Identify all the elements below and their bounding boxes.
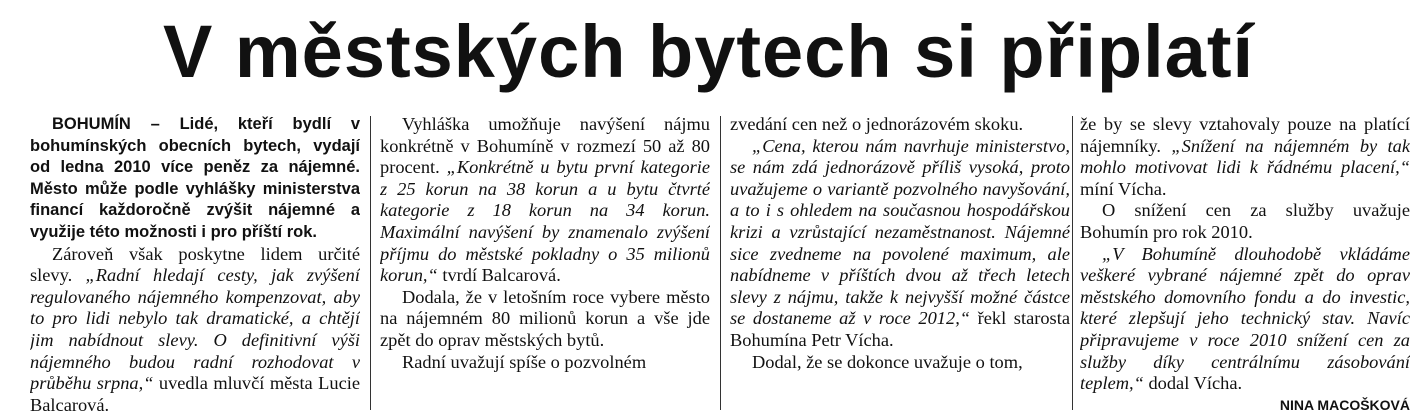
article-headline: V městských bytech si připlatí: [162, 10, 1255, 93]
paragraph: [730, 136, 1070, 352]
paragraph: Radní uvažují spíše o pozvolném: [402, 351, 647, 372]
column-divider: [370, 116, 371, 410]
quote: „Snížení na nájemném by tak mohlo motivovat lidi k řádnému placení,“: [1080, 135, 1410, 178]
paragraph: Dodala, že v letošním roce vybere město na nájemném 80 milionů korun a vše jde zpět do oprav městských bytů.: [380, 286, 710, 350]
column-3: [730, 114, 1070, 416]
text: Vyhláška umožňuje navýšení nájmu konkrétně v Bohumíně v rozmezí 50 až 80 procent.: [380, 114, 710, 178]
column-4: [1080, 114, 1410, 416]
paragraph: [1080, 114, 1410, 200]
author-byline: NINA MACOŠKOVÁ: [1279, 396, 1410, 413]
quote: „Konkrétně u bytu první kategorie z 25 korun na 38 korun a u bytu čtvrté kategorie z 18 korun na 34 korun. Maximální navýšení by znamenalo zvýšení příjmu do městské pokladny o 35 milionů korun,“: [380, 157, 710, 286]
text: uvedla mluvčí města Lucie Balcarová.: [30, 373, 360, 415]
article-body: [0, 114, 1417, 416]
text: že by se slevy vztahovaly pouze na platící nájemníky.: [1080, 114, 1410, 156]
column-divider: [1072, 116, 1073, 410]
paragraph: [380, 114, 710, 287]
quote: „Cena, kterou nám navrhuje ministerstvo, se nám zdá jednorázově příliš vysoká, proto uvažujeme o variantě pozvolného navyšování, a to i s ohledem na současnou hospodářskou krizi a vzrůstající nezaměstnanost. Nájemné sice zvedneme na povolené maximum, ale nabídneme v příštích dvou až třech letech slevy z nájmu, takže k nejvyšší možné částce se dostaneme až v roce 2012,“: [730, 135, 1070, 329]
lead-paragraph: BOHUMÍN – Lidé, kteří bydlí v bohumínských obecních bytech, vydají od ledna 2010 více peněz za nájemné. Město může podle vyhlášky ministerstva financí každoročně zvýšit nájemné a využije této možnosti i pro příští rok.: [30, 115, 360, 241]
column-divider: [720, 116, 721, 410]
paragraph: [1080, 244, 1410, 395]
quote: „Radní hledají cesty, jak zvýšení regulovaného nájemného kompenzovat, aby to pro lidi nebylo tak dramatické, a chtějí jim nabídnout slevy. O definitivní výši nájemného budou radní rozhodovat v průběhu srpna,“: [30, 265, 360, 394]
paragraph: Dodal, že se dokonce uvažuje o tom,: [752, 351, 1023, 372]
column-1: [30, 114, 360, 416]
text: míní Vícha.: [1080, 178, 1167, 199]
paragraph: zvedání cen než o jednorázovém skoku.: [730, 114, 1024, 134]
text: tvrdí Balcarová.: [437, 265, 561, 286]
text: dodal Vícha.: [1148, 373, 1243, 394]
paragraph: O snížení cen za služby uvažuje Bohumín pro rok 2010.: [1080, 200, 1410, 242]
quote: „V Bohumíně dlouhodobě vkládáme veškeré vybrané nájemné zpět do oprav městského domovního fondu a do investic, které zlepšují jeho technický stav. Navíc připravujeme v roce 2010 snížení cen za služby díky centrálnímu zásobování teplem,“: [1080, 243, 1410, 394]
paragraph: [30, 244, 360, 416]
text: Zároveň však poskytne lidem určité slevy.: [30, 243, 360, 286]
column-2: [380, 114, 710, 416]
text: řekl starosta Bohumína Petr Vícha.: [730, 308, 1070, 350]
